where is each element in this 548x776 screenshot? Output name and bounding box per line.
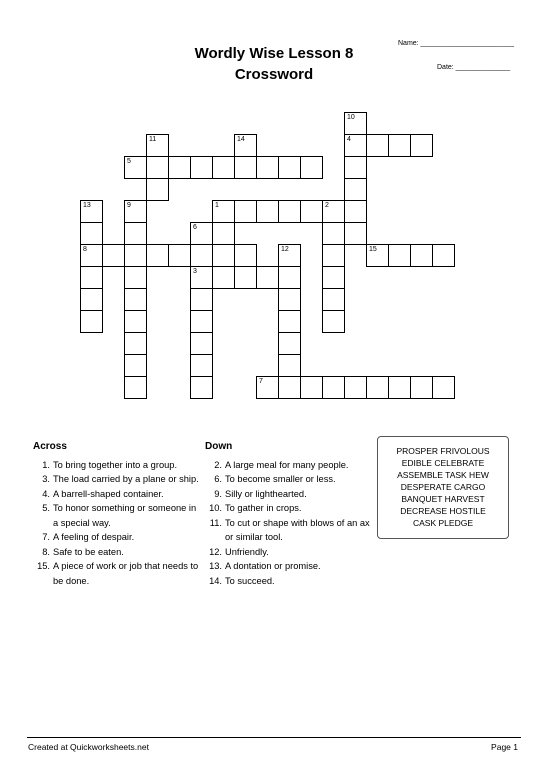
crossword-cell[interactable] [388, 376, 411, 399]
crossword-cell[interactable] [80, 200, 103, 223]
crossword-cell[interactable] [322, 200, 345, 223]
clue-number-label: 1 [215, 202, 219, 209]
crossword-cell[interactable] [234, 156, 257, 179]
crossword-cell[interactable] [124, 332, 147, 355]
clue-text: Silly or lighthearted. [225, 488, 307, 499]
word-bank-line: DECREASE HOSTILE [400, 506, 486, 516]
crossword-cell[interactable] [256, 156, 279, 179]
clue-number: 13. [209, 561, 222, 571]
clue-item [205, 545, 375, 560]
clue-text: To gather in crops. [225, 503, 302, 513]
clue-item [33, 487, 201, 502]
clue-number: 10. [209, 503, 222, 513]
crossword-cell[interactable] [322, 266, 345, 289]
crossword-cell[interactable] [124, 354, 147, 377]
date-field[interactable]: Date: ______________ [437, 64, 511, 71]
crossword-cell[interactable] [278, 244, 301, 267]
crossword-cell[interactable] [278, 354, 301, 377]
word-bank-line: BANQUET HARVEST [401, 494, 485, 504]
crossword-cell[interactable] [366, 376, 389, 399]
clue-number-label: 6 [193, 224, 197, 231]
name-field[interactable]: Name: ________________________ [398, 40, 514, 47]
clue-item [33, 530, 201, 545]
clue-item [205, 516, 375, 545]
clue-number-label: 9 [127, 202, 131, 209]
crossword-cell[interactable] [190, 310, 213, 333]
clue-number-label: 15 [369, 246, 377, 253]
clue-number-label: 4 [347, 136, 351, 143]
clue-text: A feeling of despair. [53, 532, 135, 542]
clue-item [33, 559, 201, 588]
clue-item [205, 458, 375, 473]
crossword-cell[interactable] [190, 354, 213, 377]
crossword-cell[interactable] [80, 266, 103, 289]
crossword-cell[interactable] [146, 134, 169, 157]
crossword-cell[interactable] [234, 266, 257, 289]
clue-number: 8. [42, 546, 50, 557]
crossword-cell[interactable] [344, 178, 367, 201]
footer-credit: Created at Quickworksheets.net [28, 742, 149, 752]
clue-text: A piece of work or job that needs to be done. [53, 561, 199, 586]
crossword-cell[interactable] [256, 200, 279, 223]
clue-number: 2. [214, 459, 222, 470]
crossword-cell[interactable] [410, 376, 433, 399]
crossword-cell[interactable] [212, 222, 235, 245]
crossword-cell[interactable] [300, 200, 323, 223]
crossword-cell[interactable] [300, 376, 323, 399]
crossword-cell[interactable] [344, 112, 367, 135]
word-bank-line: EDIBLE CELEBRATE [401, 458, 485, 468]
clue-text: To bring together into a group. [53, 459, 178, 470]
worksheet-subtitle: Crossword [234, 66, 314, 83]
crossword-cell[interactable] [344, 200, 367, 223]
crossword-cell[interactable] [432, 244, 455, 267]
across-clues [33, 440, 201, 588]
crossword-cell[interactable] [190, 266, 213, 289]
crossword-cell[interactable] [124, 222, 147, 245]
clue-number: 15. [37, 561, 50, 571]
crossword-cell[interactable] [344, 376, 367, 399]
crossword-cell[interactable] [168, 244, 191, 267]
crossword-cell[interactable] [278, 332, 301, 355]
clue-text: To become smaller or less. [225, 474, 336, 484]
clue-item [33, 501, 201, 530]
clue-number: 3. [42, 474, 50, 484]
clue-number: 12. [209, 546, 222, 557]
clue-item [205, 501, 375, 516]
crossword-cell[interactable] [344, 156, 367, 179]
crossword-cell[interactable] [124, 288, 147, 311]
down-clues [205, 440, 375, 588]
clue-number-label: 2 [325, 202, 329, 209]
crossword-cell[interactable] [168, 156, 191, 179]
word-bank-line: DESPERATE CARGO [400, 482, 486, 492]
clue-text: Unfriendly. [225, 546, 269, 557]
crossword-cell[interactable] [322, 244, 345, 267]
word-bank-line: ASSEMBLE TASK HEW [397, 470, 489, 480]
clue-number-label: 8 [83, 246, 87, 253]
down-heading: Down [205, 441, 233, 452]
crossword-cell[interactable] [146, 156, 169, 179]
crossword-cell[interactable] [432, 376, 455, 399]
crossword-cell[interactable] [190, 288, 213, 311]
clue-text: To honor something or someone in a special way. [53, 503, 197, 528]
clue-text: To succeed. [225, 575, 275, 586]
crossword-cell[interactable] [212, 266, 235, 289]
crossword-cell[interactable] [278, 266, 301, 289]
crossword-cell[interactable] [344, 134, 367, 157]
crossword-cell[interactable] [234, 134, 257, 157]
crossword-cell[interactable] [322, 376, 345, 399]
crossword-cell[interactable] [410, 134, 433, 157]
clue-number-label: 7 [259, 378, 263, 385]
clue-text: The load carried by a plane or ship. [53, 474, 199, 484]
word-bank-line: PROSPER FRIVOLOUS [396, 446, 490, 456]
crossword-cell[interactable] [80, 244, 103, 267]
clue-text: A barrell-shaped container. [53, 488, 164, 499]
crossword-cell[interactable] [388, 134, 411, 157]
worksheet-title: Wordly Wise Lesson 8 [194, 45, 354, 62]
clue-number: 5. [42, 503, 50, 513]
crossword-cell[interactable] [190, 222, 213, 245]
clue-number: 14. [209, 575, 222, 586]
crossword-cell[interactable] [300, 156, 323, 179]
crossword-cell[interactable] [102, 244, 125, 267]
crossword-cell[interactable] [256, 266, 279, 289]
page-number: Page 1 [491, 742, 518, 752]
crossword-cell[interactable] [80, 310, 103, 333]
clue-item [205, 472, 375, 487]
clue-item [33, 472, 201, 487]
clue-text: A dontation or promise. [225, 561, 321, 571]
clue-number-label: 5 [127, 158, 131, 165]
clue-text: Safe to be eaten. [53, 546, 124, 557]
crossword-cell[interactable] [80, 222, 103, 245]
clue-number: 6. [214, 474, 222, 484]
clue-number-label: 3 [193, 268, 197, 275]
crossword-cell[interactable] [322, 222, 345, 245]
clue-text: A large meal for many people. [225, 459, 349, 470]
crossword-cell[interactable] [146, 244, 169, 267]
crossword-cell[interactable] [124, 200, 147, 223]
crossword-cell[interactable] [234, 244, 257, 267]
crossword-cell[interactable] [234, 200, 257, 223]
clue-item [205, 574, 375, 589]
crossword-cell[interactable] [190, 332, 213, 355]
clue-number: 4. [42, 488, 50, 499]
crossword-cell[interactable] [190, 244, 213, 267]
crossword-cell[interactable] [212, 200, 235, 223]
clue-number-label: 12 [281, 246, 289, 253]
clue-number-label: 11 [149, 136, 157, 143]
footer-rule [27, 737, 521, 738]
crossword-cell[interactable] [388, 244, 411, 267]
crossword-cell[interactable] [278, 156, 301, 179]
crossword-cell[interactable] [124, 244, 147, 267]
clue-number-label: 13 [83, 202, 91, 209]
crossword-cell[interactable] [190, 156, 213, 179]
clue-number: 1. [42, 459, 50, 470]
crossword-cell[interactable] [124, 156, 147, 179]
crossword-cell[interactable] [190, 376, 213, 399]
crossword-cell[interactable] [256, 376, 279, 399]
crossword-cell[interactable] [124, 310, 147, 333]
crossword-cell[interactable] [344, 222, 367, 245]
crossword-cell[interactable] [410, 244, 433, 267]
across-heading: Across [33, 441, 67, 452]
word-bank [377, 436, 509, 539]
clue-number: 11. [209, 517, 222, 528]
crossword-cell[interactable] [278, 310, 301, 333]
clue-item [205, 487, 375, 502]
crossword-cell[interactable] [146, 178, 169, 201]
crossword-cell[interactable] [278, 288, 301, 311]
crossword-cell[interactable] [278, 376, 301, 399]
crossword-cell[interactable] [366, 244, 389, 267]
crossword-cell[interactable] [278, 200, 301, 223]
word-bank-line: CASK PLEDGE [413, 518, 473, 528]
clue-item [33, 458, 201, 473]
clue-number-label: 14 [237, 136, 245, 143]
crossword-cell[interactable] [366, 134, 389, 157]
crossword-cell[interactable] [124, 266, 147, 289]
crossword-cell[interactable] [212, 156, 235, 179]
clue-number: 7. [42, 532, 50, 542]
clue-item [205, 559, 375, 574]
clue-number: 9. [214, 488, 222, 499]
clue-number-label: 10 [347, 114, 355, 121]
crossword-cell[interactable] [80, 288, 103, 311]
crossword-cell[interactable] [322, 310, 345, 333]
crossword-cell[interactable] [322, 288, 345, 311]
crossword-cell[interactable] [212, 244, 235, 267]
clue-text: To cut or shape with blows of an ax or similar tool. [225, 517, 370, 542]
crossword-cell[interactable] [124, 376, 147, 399]
clue-item [33, 545, 201, 560]
